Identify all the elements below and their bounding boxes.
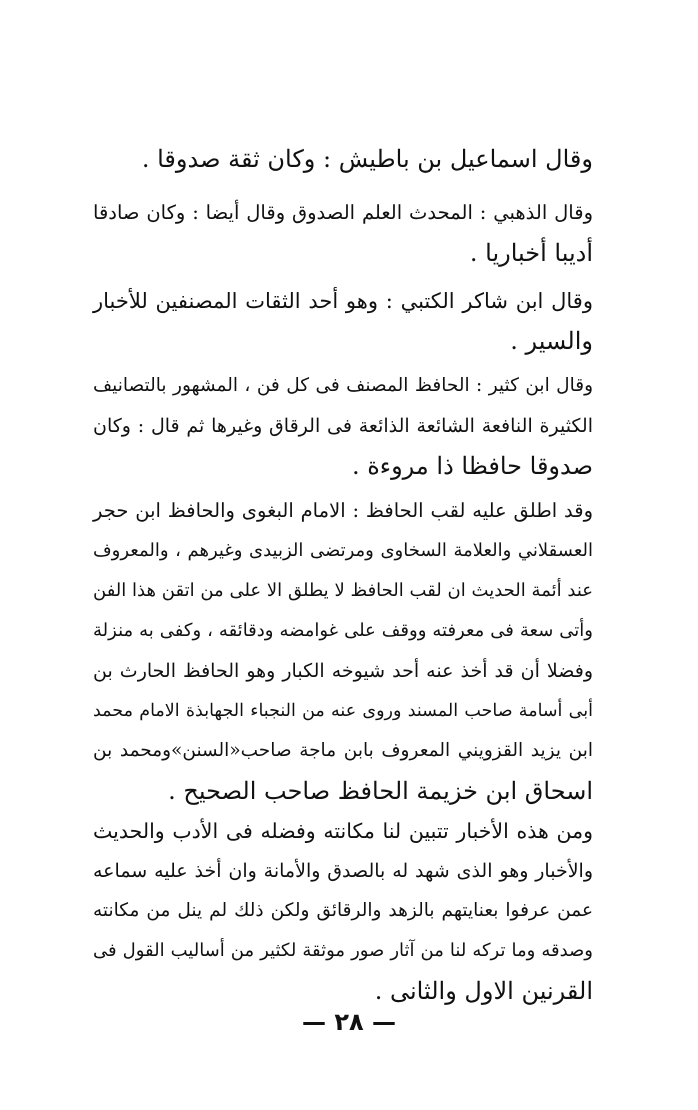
paragraph-line: وقال ابن كثير : الحافظ المصنف فى كل فن ، المشهور بالتصانيف <box>93 375 593 396</box>
paragraph-line: الكثيرة النافعة الشائعة الذائعة فى الرقاق وغيرها ثم قال : وكان <box>93 415 593 437</box>
paragraph-5 <box>93 491 593 811</box>
paragraph-6 <box>93 811 593 1011</box>
paragraph-line: والأخبار وهو الذى شهد له بالصدق والأمانة وان أخذ عليه سماعه <box>93 860 593 882</box>
paragraph-line: العسقلاني والعلامة السخاوى ومرتضى الزبيدى وغيرهم ، والمعروف <box>93 540 593 561</box>
paragraph-1 <box>93 139 593 179</box>
paragraph-line: وقد اطلق عليه لقب الحافظ : الامام البغوى والحافظ ابن حجر <box>93 499 593 522</box>
paragraph-line: وقال اسماعيل بن باطيش : وكان ثقة صدوقا . <box>141 145 593 173</box>
paragraph-3 <box>93 281 593 361</box>
paragraph-line: ابن يزيد القزويني المعروف بابن ماجة صاحب«السنن»ومحمد بن <box>93 740 593 761</box>
paragraph-line: عند أئمة الحديث ان لقب الحافظ لا يطلق الا على من اتقن هذا الفن <box>93 580 593 601</box>
paragraph-4 <box>93 366 593 486</box>
page-number: — ٢٨ — <box>301 1008 396 1036</box>
paragraph-line: صدوقا حافظا ذا مروءة . <box>351 452 593 480</box>
paragraph-line: وصدقه وما تركه لنا من آثار صور موثقة لكثير من أساليب القول فى <box>93 940 593 961</box>
paragraph-line: ومن هذه الأخبار تتبين لنا مكانته وفضله فى الأدب والحديث <box>93 819 593 843</box>
paragraph-line: وقال الذهبي : المحدث العلم الصدوق وقال أيضا : وكان صادقا <box>93 201 593 224</box>
paragraph-line: والسير . <box>510 327 593 355</box>
paragraph-2 <box>93 193 593 273</box>
paragraph-line: اسحاق ابن خزيمة الحافظ صاحب الصحيح . <box>168 777 593 805</box>
paragraph-line: وقال ابن شاكر الكتبي : وهو أحد الثقات المصنفين للأخبار <box>93 289 593 313</box>
paragraph-line: القرنين الاول والثانى . <box>374 977 593 1005</box>
paragraph-line: وفضلا أن قد أخذ عنه أحد شيوخه الكبار وهو الحافظ الحارث بن <box>93 660 593 682</box>
paragraph-line: أديبا أخباريا . <box>469 239 593 267</box>
paragraph-line: أبى أسامة صاحب المسند وروى عنه من النجباء الجهابذة الامام محمد <box>93 701 593 721</box>
paragraph-line: وأتى سعة فى معرفته ووقف على غوامضه ودقائقه ، وكفى به منزلة <box>93 620 593 641</box>
paragraph-line: عمن عرفوا بعنايتهم بالزهد والرقائق ولكن ذلك لم ينل من مكانته <box>93 900 593 921</box>
